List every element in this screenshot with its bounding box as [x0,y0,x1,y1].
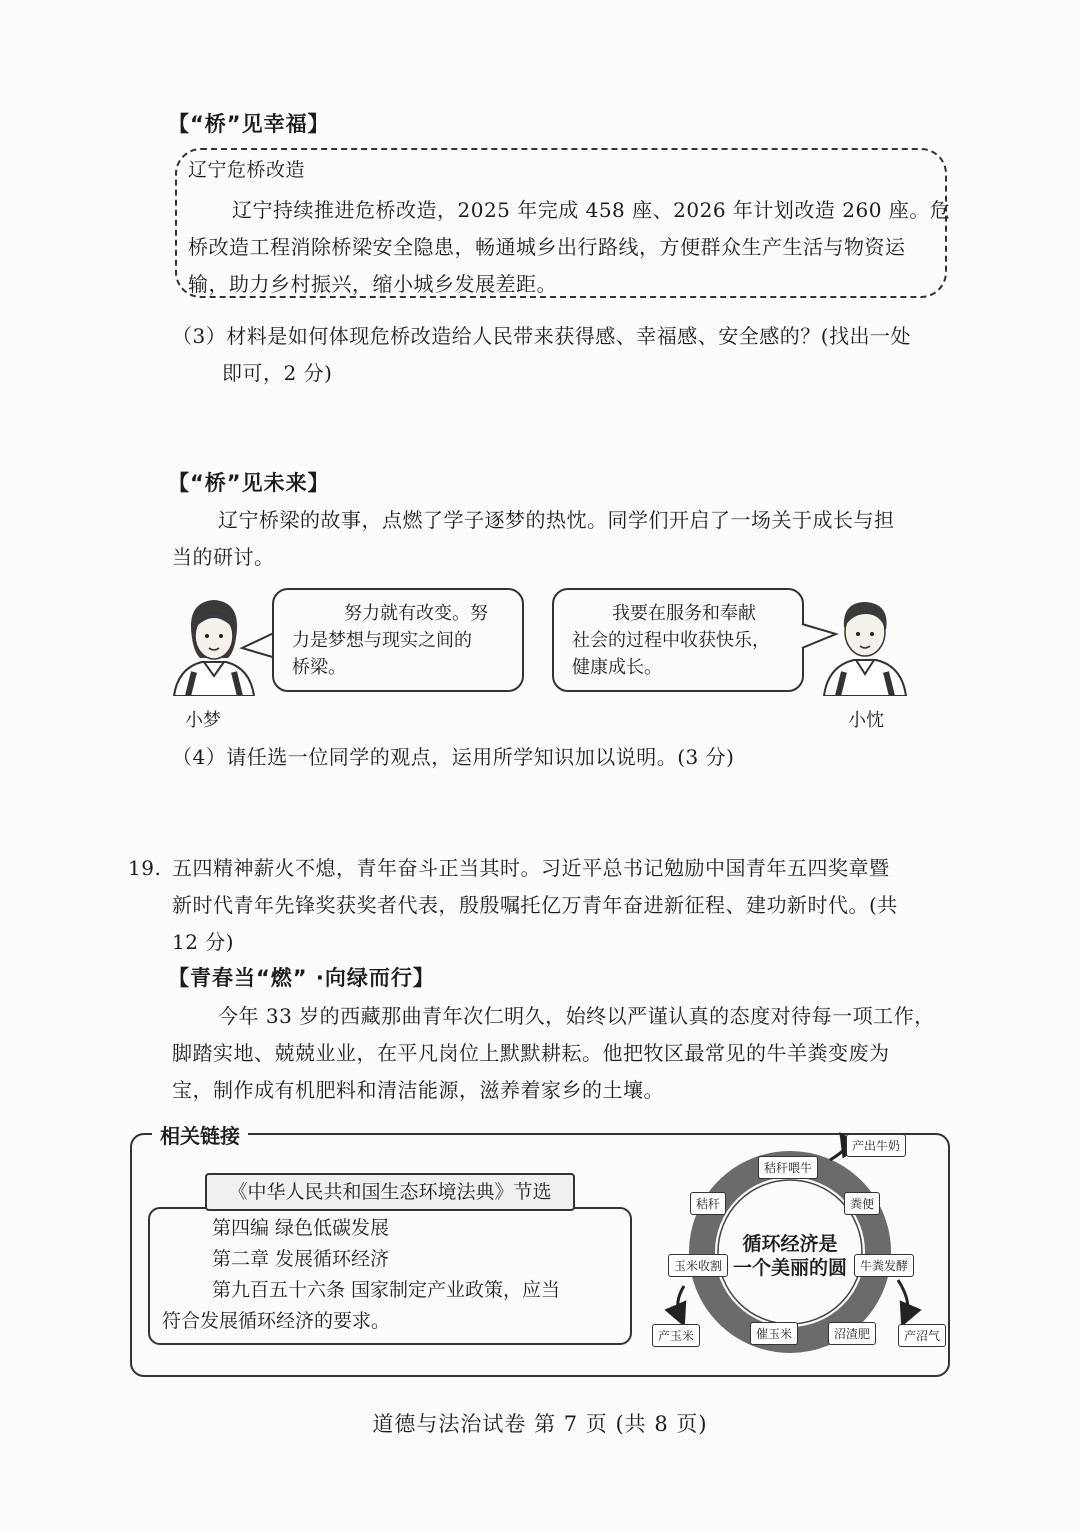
material-line-1: 辽宁持续推进危桥改造，2025 年完成 458 座、2026 年计划改造 260 座。危 [232,198,951,222]
law-title-tab: 《中华人民共和国生态环境法典》节选 [205,1173,575,1211]
section-heading-future: 【“桥”见未来】 [168,471,330,495]
question-4: （4）请任选一位同学的观点，运用所学知识加以说明。(3 分) [172,745,735,769]
law-line-4: 符合发展循环经济的要求。 [162,1310,391,1332]
intro-line-1: 辽宁桥梁的故事，点燃了学子逐梦的热忱。同学们开启了一场关于成长与担 [218,508,895,532]
output-milk: 产出牛奶 [846,1134,906,1157]
output-biogas: 产沼气 [898,1324,946,1347]
node-corn-harvest: 玉米收割 [668,1254,728,1277]
xiaomeng-line-1: 努力就有改变。努 [344,603,488,624]
section-heading-green: 【青春当“燃” ·向绿而行】 [168,966,435,990]
node-straw-feeding: 秸秆喂牛 [758,1156,818,1179]
xiaochen-speech-bubble [552,588,804,692]
tsering-para-line-1: 今年 33 岁的西藏那曲青年次仁明久，始终以严谨认真的态度对待每一项工作， [218,1004,935,1028]
node-dung: 粪便 [844,1192,880,1215]
material-box-title: 辽宁危桥改造 [188,159,306,181]
material-line-3: 输，助力乡村振兴，缩小城乡发展差距。 [188,272,557,296]
node-straw: 秸秆 [690,1192,726,1215]
question-19-stem-1: 五四精神薪火不熄，青年奋斗正当其时。习近平总书记勉励中国青年五四奖章暨 [172,856,890,880]
question-3-line-1: （3）材料是如何体现危桥改造给人民带来获得感、幸福感、安全感的？(找出一处 [172,324,912,348]
node-residue-fertilizer: 沼渣肥 [828,1322,876,1345]
speaker-xiaochen: 小忱 [848,710,884,731]
xiaochen-line-3: 健康成长。 [572,657,662,678]
xiaomeng-speech-bubble [272,588,524,692]
question-19-number: 19. [128,856,162,880]
law-line-3: 第九百五十六条 国家制定产业政策，应当 [212,1279,561,1301]
tsering-para-line-2: 脚踏实地、兢兢业业，在平凡岗位上默默耕耘。他把牧区最常见的牛羊粪变废为 [172,1041,890,1065]
xiaochen-line-1: 我要在服务和奉献 [612,603,756,624]
question-19-stem-3: 12 分) [172,930,235,954]
intro-line-2: 当的研讨。 [172,545,275,569]
law-line-1: 第四编 绿色低碳发展 [212,1217,390,1239]
material-line-2: 桥改造工程消除桥梁安全隐患，畅通城乡出行路线，方便群众生产生活与物资运 [188,235,906,259]
page-footer: 道德与法治试卷 第 7 页 (共 8 页) [372,1412,708,1436]
speaker-xiaomeng: 小梦 [185,710,221,731]
boy-student-illustration [818,592,912,696]
cycle-center-line-2: 一个美丽的圆 [732,1257,847,1279]
circular-economy-diagram [650,1130,940,1360]
law-line-2: 第二章 发展循环经济 [212,1248,390,1270]
question-19-stem-2: 新时代青年先锋奖获奖者代表，殷殷嘱托亿万青年奋进新征程、建功新时代。(共 [172,893,898,917]
output-corn: 产玉米 [652,1324,700,1347]
cycle-center-line-1: 循环经济是 [742,1233,838,1255]
cycle-center-text [720,1232,860,1280]
section-heading-happiness: 【“桥”见幸福】 [168,112,330,136]
xiaochen-line-2: 社会的过程中收获快乐， [572,630,770,651]
node-dung-fermentation: 牛粪发酵 [854,1254,914,1277]
related-link-title: 相关链接 [152,1120,248,1149]
tsering-para-line-3: 宝，制作成有机肥料和清洁能源，滋养着家乡的土壤。 [172,1078,664,1102]
xiaomeng-line-3: 桥梁。 [292,657,346,678]
question-3-line-2: 即可，2 分) [222,361,333,385]
law-excerpt-box [148,1207,632,1345]
node-corn-growth: 催玉米 [750,1322,798,1345]
xiaomeng-line-2: 力是梦想与现实之间的 [292,630,472,651]
